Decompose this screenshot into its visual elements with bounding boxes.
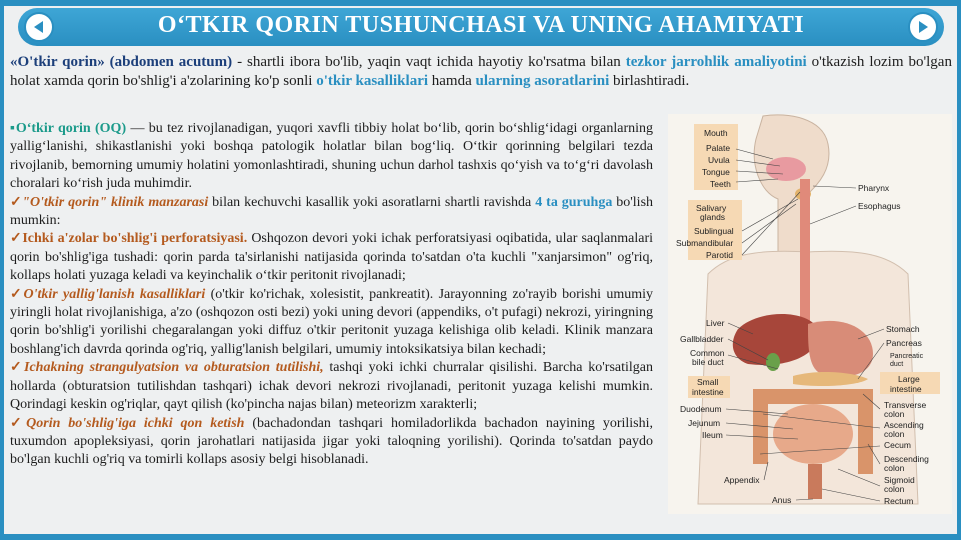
intro-highlight-2: o'tkir kasalliklari (316, 73, 429, 89)
label-tongue: Tongue (702, 167, 730, 177)
paragraph-lead: Ichki a'zolar bo'shlig'i perforatsiyasi. (22, 231, 248, 247)
check-icon: ✓ (10, 194, 23, 210)
paragraph-lead: O'tkir yallig'lanish kasalliklari (23, 286, 206, 302)
paragraph-text: tashqi yoki ichki churralar qisilishi. Barcha ko'rsatilgan hollarda (obturatsion tutilishdan tashqari) ichak devori nekrozi rivojlanadi, peritonit yuzaga kelishi mumkin. Qorindagi keskin og'riqlar, qayt qilish (ko'pincha najas bilan) meteorizm xarakterli; (10, 360, 654, 413)
intro-highlight-1: tezkor jarrohlik amaliyotini (625, 54, 807, 70)
check-icon: ✓ (10, 360, 24, 376)
slide-title: O‘TKIR QORIN TUSHUNCHASI VA UNING AHAMIYATI (157, 12, 805, 38)
frame-bottom (0, 534, 961, 540)
label-ascending: Ascending (884, 420, 924, 430)
check-icon: ✓ (10, 286, 24, 302)
label-transverse: Transverse (884, 400, 927, 410)
check-icon: ✓ (10, 415, 27, 431)
paragraph-groups (10, 194, 653, 231)
intro-text-2: o'tkazish lozim bo'lgan holat xamda qorin bo'shlig'i a'zolarining ko'p sonli (10, 54, 952, 89)
label-ascending-colon: colon (884, 429, 905, 439)
title-bar (18, 8, 944, 46)
label-duodenum: Duodenum (680, 404, 722, 414)
label-intestine: intestine (692, 387, 724, 397)
label-sigmoid-colon: colon (884, 484, 905, 494)
frame-top (0, 0, 961, 6)
paragraph-text: — bu tez rivojlanadigan, yuqori xavfli tibbiy holat bo‘lib, qorin bo‘shlig‘idagi organlarning yallig‘lanishi, shikastlanishi yoki boshqa patologik holatlar bilan bog‘liq. O‘tkir qorinning belgilari tezda rivojlanib, bemorning umumiy holatini yomonlashtiradi, shuning uchun darhol tashxis qo‘yish va to‘g‘ri davolash choralari ko‘rish juda muhimdir. (10, 121, 654, 192)
label-common: Common (690, 348, 725, 358)
label-bile-duct: bile duct (692, 357, 724, 367)
label-transverse-colon: colon (884, 409, 905, 419)
label-large-intestine: intestine (890, 384, 922, 394)
paragraph-definition (10, 120, 653, 194)
label-liver: Liver (706, 318, 725, 328)
paragraph-lead: "O'tkir qorin" klinik manzarasi (22, 194, 209, 210)
paragraph-lead: O‘tkir qorin (OQ) (15, 121, 127, 136)
label-sigmoid: Sigmoid (884, 475, 915, 485)
digestive-system-figure (668, 114, 952, 514)
esophagus-shape (800, 179, 810, 329)
check-icon: ✓ (10, 231, 23, 247)
paragraph-lead: Ichakning strangulyatsion va obturatsion tutilishi, (24, 360, 324, 376)
intro-paragraph (10, 53, 952, 91)
label-salivary: Salivary (696, 203, 727, 213)
intro-text-3: hamda (428, 73, 476, 89)
label-uvula: Uvula (708, 155, 730, 165)
paragraph-lead: Qorin bo'shlig'iga ichki qon ketish (26, 415, 245, 431)
label-jejunum: Jejunum (688, 418, 721, 428)
label-sublingual: Sublingual (694, 226, 734, 236)
label-descending-colon: colon (884, 463, 905, 473)
triangle-right-icon (916, 20, 930, 34)
label-rectum: Rectum (884, 496, 914, 506)
triangle-left-icon (32, 20, 46, 34)
paragraph-perforation (10, 230, 653, 285)
label-pancreatic: Pancreatic (890, 353, 924, 360)
label-pharynx: Pharynx (858, 183, 890, 193)
label-pancreas: Pancreas (886, 338, 922, 348)
label-palate: Palate (706, 143, 731, 153)
label-parotid: Parotid (706, 250, 733, 260)
label-stomach: Stomach (886, 324, 920, 334)
label-descending: Descending (884, 454, 929, 464)
intro-term: «O'tkir qorin» (abdomen acutum) (10, 54, 233, 70)
paragraph-text: Oshqozon devori yoki ichak perforatsiyasi oqibatida, ular saqlanmalari qorin bo'shlig'iga tushadi: qorin parda ta'sirlanishi natijasida qorinda to'satdan o'ta kuchli "xanjarsimon" og'riq, kollaps holati yuzaga keladi va keyinchalik o‘tkir peritonit rivojlanadi; (10, 231, 653, 284)
next-slide-button[interactable] (908, 12, 938, 42)
label-gallbladder: Gallbladder (680, 334, 724, 344)
label-large: Large (898, 374, 920, 384)
paragraph-inflammation (10, 286, 653, 360)
paragraph-bleeding (10, 415, 653, 470)
frame-right (957, 0, 961, 540)
label-submandibular: Submandibular (676, 238, 734, 248)
label-esophagus: Esophagus (858, 201, 901, 211)
paragraph-text: (o'tkir ko'richak, xolesistit, pankreatit). Jarayonning zo'rayib borishi umumiy yiringli holat rivojlanishiga, a'zo (oshqozon osti bezi) yoki uning devori (appendiks, o't pufagi) nekrozi, yiringning qorin bo'shlig'i yorilishi chegaralangan yoki diffuz o'tkir peritonit yuzaga kelishiga olib keladi. Klinik manzara boshlang'ich davrda qorinda og'riq, yallig'lanish belgilari, umumiy intoksikatsiya bilan kechadi; (10, 286, 653, 357)
mouth-shape (766, 157, 806, 181)
intro-text-1: - shartli ibora bo'lib, yaqin vaqt ichida hayotiy ko'rsatma bilan (232, 54, 626, 70)
label-mouth: Mouth (704, 128, 728, 138)
label-ileum: Ileum (702, 430, 723, 440)
intro-text-4: birlashtiradi. (609, 73, 690, 89)
rectum-shape (808, 464, 822, 499)
paragraph-obstruction (10, 359, 653, 414)
small-intestine-shape (773, 404, 853, 464)
paragraph-text: bilan kechuvchi kasallik yoki asoratlarni shartli ravishda (208, 194, 536, 210)
label-anus: Anus (772, 495, 792, 505)
intro-highlight-3: ularning asoratlarini (475, 73, 610, 89)
paragraph-highlight: 4 ta guruhga (535, 194, 613, 210)
previous-slide-button[interactable] (24, 12, 54, 42)
label-cecum: Cecum (884, 440, 911, 450)
paragraph-text: bo'lish mumkin: (10, 194, 654, 229)
body-column (10, 120, 653, 470)
label-small: Small (697, 377, 719, 387)
label-glands: glands (700, 212, 726, 222)
gallbladder-shape (766, 353, 780, 371)
label-teeth: Teeth (710, 179, 731, 189)
label-appendix: Appendix (724, 475, 760, 485)
label-duct: duct (890, 361, 904, 368)
paragraph-text: (bachadondan tashqari homiladorlikda bachadon nayining yorilishi, tuxumdon apopleksiyasi, qorin jarohatlari natijasida jigar yoki taloqning yorilishi). Qorinda to'satdan paydo bo'lgan kuchli og'riq va tomirli kollaps asosiy belgi hisoblanadi. (10, 415, 653, 468)
frame-left (0, 0, 4, 540)
bullet-icon: ▪ (10, 121, 16, 136)
